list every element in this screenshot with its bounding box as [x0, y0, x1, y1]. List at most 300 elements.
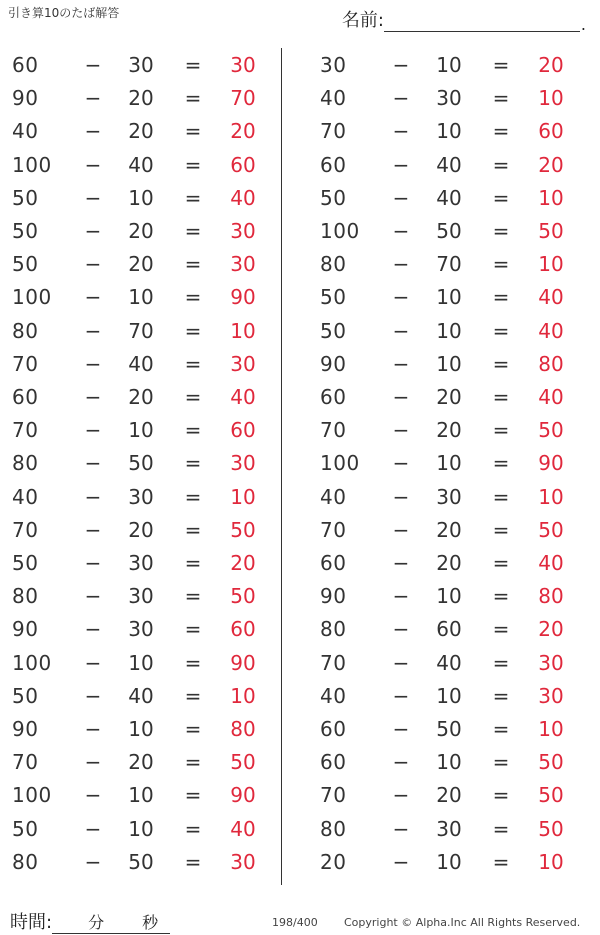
minuend: 60 [320, 551, 347, 575]
minuend: 60 [12, 53, 39, 77]
subtrahend: 30 [128, 484, 154, 509]
minuend: 70 [320, 783, 347, 808]
subtrahend: 20 [128, 252, 154, 277]
problem-row [12, 149, 272, 182]
subtrahend: 40 [128, 683, 154, 708]
problem-row [320, 281, 580, 314]
minus-sign: − [392, 617, 410, 642]
answer: 90 [230, 285, 256, 310]
answer: 40 [538, 385, 564, 409]
subtrahend: 10 [436, 53, 462, 77]
equals-sign: = [492, 318, 510, 343]
problem-row [12, 779, 272, 812]
equals-sign: = [492, 86, 510, 111]
subtrahend: 40 [436, 185, 462, 210]
minuend: 80 [320, 816, 347, 841]
subtrahend: 60 [436, 617, 462, 642]
minuend: 40 [320, 484, 347, 509]
minuend: 90 [12, 86, 39, 111]
minus-sign: − [84, 252, 102, 277]
minus-sign: − [84, 219, 102, 243]
subtrahend: 10 [128, 285, 154, 310]
subtrahend: 20 [128, 385, 154, 409]
equals-sign: = [184, 484, 202, 509]
minus-sign: − [84, 351, 102, 376]
minus-sign: − [84, 318, 102, 343]
equals-sign: = [492, 783, 510, 808]
minuend: 90 [320, 351, 347, 376]
minuend: 80 [12, 849, 39, 874]
minus-sign: − [84, 683, 102, 708]
minuend: 80 [12, 318, 39, 343]
answer: 30 [230, 849, 256, 874]
minus-sign: − [84, 517, 102, 542]
equals-sign: = [492, 717, 510, 741]
minus-sign: − [392, 285, 410, 310]
minuend: 60 [320, 717, 347, 741]
equals-sign: = [184, 517, 202, 542]
minuend: 50 [12, 252, 39, 277]
minus-sign: − [84, 53, 102, 77]
answer: 20 [538, 617, 564, 642]
minus-sign: − [392, 551, 410, 575]
minuend: 80 [320, 252, 347, 277]
subtrahend: 10 [128, 717, 154, 741]
equals-sign: = [184, 783, 202, 808]
equals-sign: = [492, 53, 510, 77]
minuend: 60 [320, 385, 347, 409]
equals-sign: = [492, 849, 510, 874]
answer: 10 [538, 86, 564, 111]
equals-sign: = [492, 451, 510, 476]
problem-row [12, 49, 272, 82]
problem-row [12, 215, 272, 248]
equals-sign: = [184, 385, 202, 409]
problem-row [320, 547, 580, 580]
subtrahend: 10 [436, 584, 462, 609]
problem-row [12, 82, 272, 115]
problem-row [12, 182, 272, 215]
equals-sign: = [184, 285, 202, 310]
problem-row [320, 414, 580, 447]
equals-sign: = [492, 617, 510, 642]
problem-row [12, 514, 272, 547]
minuend: 20 [320, 849, 347, 874]
problem-row [12, 613, 272, 646]
problem-row [320, 514, 580, 547]
subtrahend: 10 [436, 351, 462, 376]
equals-sign: = [492, 152, 510, 177]
equals-sign: = [492, 285, 510, 310]
subtrahend: 50 [128, 451, 154, 476]
answer: 50 [538, 219, 564, 243]
equals-sign: = [492, 750, 510, 775]
answer: 50 [538, 816, 564, 841]
subtrahend: 20 [128, 119, 154, 144]
problem-row [12, 713, 272, 746]
equals-sign: = [184, 219, 202, 243]
problem-row [12, 281, 272, 314]
minus-sign: − [392, 152, 410, 177]
answer: 50 [538, 418, 564, 443]
time-field [10, 908, 170, 934]
subtrahend: 40 [436, 152, 462, 177]
subtrahend: 10 [128, 185, 154, 210]
answer: 30 [538, 683, 564, 708]
minuend: 100 [12, 152, 52, 177]
minuend: 70 [320, 418, 347, 443]
minuend: 80 [12, 451, 39, 476]
name-blank-line [384, 13, 580, 32]
minus-sign: − [392, 451, 410, 476]
minus-sign: − [84, 185, 102, 210]
minuend: 60 [12, 385, 39, 409]
subtrahend: 30 [436, 86, 462, 111]
minuend: 70 [320, 517, 347, 542]
minuend: 70 [12, 418, 39, 443]
equals-sign: = [184, 53, 202, 77]
minus-sign: − [84, 783, 102, 808]
subtrahend: 20 [128, 86, 154, 111]
problem-row [320, 182, 580, 215]
subtrahend: 10 [436, 451, 462, 476]
answer: 40 [538, 318, 564, 343]
problem-row [12, 746, 272, 779]
equals-sign: = [492, 650, 510, 675]
problem-row [320, 647, 580, 680]
problem-row [320, 315, 580, 348]
equals-sign: = [184, 318, 202, 343]
subtrahend: 10 [128, 650, 154, 675]
minus-sign: − [392, 584, 410, 609]
minuend: 100 [320, 451, 360, 476]
answer: 50 [538, 750, 564, 775]
equals-sign: = [492, 252, 510, 277]
subtrahend: 10 [436, 750, 462, 775]
answer: 70 [230, 86, 256, 111]
answer: 10 [538, 849, 564, 874]
minuend: 50 [12, 185, 39, 210]
minus-sign: − [392, 783, 410, 808]
answer: 10 [230, 683, 256, 708]
problem-row [320, 713, 580, 746]
time-blank-line [52, 915, 170, 934]
minus-sign: − [392, 219, 410, 243]
problem-row [12, 315, 272, 348]
answer: 80 [538, 351, 564, 376]
minuend: 50 [320, 185, 347, 210]
minuend: 80 [12, 584, 39, 609]
subtrahend: 10 [436, 683, 462, 708]
minus-sign: − [392, 318, 410, 343]
answer: 40 [230, 185, 256, 210]
equals-sign: = [492, 385, 510, 409]
equals-sign: = [184, 119, 202, 144]
subtrahend: 10 [436, 318, 462, 343]
minuend: 90 [12, 617, 39, 642]
minus-sign: − [392, 86, 410, 111]
minus-sign: − [84, 418, 102, 443]
subtrahend: 20 [436, 783, 462, 808]
minuend: 90 [320, 584, 347, 609]
subtrahend: 30 [128, 617, 154, 642]
equals-sign: = [492, 517, 510, 542]
answer: 50 [538, 517, 564, 542]
minus-sign: − [84, 152, 102, 177]
minus-sign: − [84, 484, 102, 509]
minus-sign: − [392, 683, 410, 708]
subtrahend: 10 [128, 418, 154, 443]
equals-sign: = [184, 683, 202, 708]
minuend: 50 [320, 285, 347, 310]
subtrahend: 40 [128, 152, 154, 177]
answer: 20 [230, 551, 256, 575]
equals-sign: = [492, 185, 510, 210]
minus-sign: − [392, 252, 410, 277]
minuend: 70 [12, 750, 39, 775]
page-number: 198/400 [272, 916, 318, 929]
answer: 10 [538, 484, 564, 509]
subtrahend: 10 [436, 119, 462, 144]
answer: 10 [538, 252, 564, 277]
problem-row [320, 813, 580, 846]
subtrahend: 50 [436, 219, 462, 243]
equals-sign: = [184, 584, 202, 609]
minus-sign: − [392, 849, 410, 874]
problem-row [320, 447, 580, 480]
minuend: 100 [320, 219, 360, 243]
subtrahend: 20 [436, 551, 462, 575]
name-label: 名前: [341, 10, 384, 31]
equals-sign: = [184, 650, 202, 675]
equals-sign: = [184, 418, 202, 443]
equals-sign: = [184, 717, 202, 741]
equals-sign: = [184, 849, 202, 874]
minus-sign: − [392, 816, 410, 841]
answer: 30 [230, 252, 256, 277]
copyright-notice: Copyright © Alpha.Inc All Rights Reserved. [344, 916, 581, 929]
answer: 60 [538, 119, 564, 144]
subtrahend: 30 [128, 551, 154, 575]
minus-sign: − [392, 53, 410, 77]
subtrahend: 50 [128, 849, 154, 874]
subtrahend: 20 [436, 418, 462, 443]
subtrahend: 70 [128, 318, 154, 343]
subtrahend: 40 [436, 650, 462, 675]
problem-row [320, 613, 580, 646]
problem-row [320, 82, 580, 115]
problem-row [320, 746, 580, 779]
subtrahend: 70 [436, 252, 462, 277]
minutes-unit: 分 [88, 913, 105, 932]
subtrahend: 10 [128, 816, 154, 841]
minus-sign: − [392, 351, 410, 376]
problem-row [12, 414, 272, 447]
subtrahend: 20 [128, 750, 154, 775]
problem-row [12, 481, 272, 514]
minuend: 40 [12, 119, 39, 144]
problem-row [12, 348, 272, 381]
answer: 20 [538, 53, 564, 77]
time-label: 時間: [10, 912, 53, 933]
minus-sign: − [84, 385, 102, 409]
minuend: 60 [320, 750, 347, 775]
answer: 30 [538, 650, 564, 675]
answer: 20 [538, 152, 564, 177]
problem-row [320, 149, 580, 182]
answer: 10 [230, 318, 256, 343]
problem-row [12, 248, 272, 281]
equals-sign: = [184, 617, 202, 642]
equals-sign: = [184, 750, 202, 775]
minuend: 50 [12, 683, 39, 708]
answer: 60 [230, 617, 256, 642]
answer: 30 [230, 219, 256, 243]
subtrahend: 10 [436, 285, 462, 310]
answer: 40 [538, 285, 564, 310]
problem-row [12, 680, 272, 713]
problem-row [12, 580, 272, 613]
equals-sign: = [492, 816, 510, 841]
equals-sign: = [184, 816, 202, 841]
answer: 10 [230, 484, 256, 509]
equals-sign: = [492, 551, 510, 575]
minus-sign: − [392, 484, 410, 509]
minuend: 50 [12, 551, 39, 575]
minus-sign: − [392, 119, 410, 144]
problem-row [320, 846, 580, 879]
equals-sign: = [492, 119, 510, 144]
answer: 80 [538, 584, 564, 609]
equals-sign: = [184, 351, 202, 376]
equals-sign: = [184, 185, 202, 210]
subtrahend: 10 [436, 849, 462, 874]
equals-sign: = [492, 219, 510, 243]
subtrahend: 20 [436, 517, 462, 542]
equals-sign: = [492, 351, 510, 376]
answer: 50 [230, 584, 256, 609]
subtrahend: 30 [128, 584, 154, 609]
equals-sign: = [492, 418, 510, 443]
minus-sign: − [392, 650, 410, 675]
minus-sign: − [392, 385, 410, 409]
minus-sign: − [392, 717, 410, 741]
answer: 90 [538, 451, 564, 476]
answer: 60 [230, 418, 256, 443]
problem-row [12, 647, 272, 680]
minuend: 70 [320, 650, 347, 675]
problem-row [320, 115, 580, 148]
minus-sign: − [84, 849, 102, 874]
problem-row [320, 481, 580, 514]
subtrahend: 30 [436, 484, 462, 509]
minus-sign: − [84, 119, 102, 144]
answer: 40 [230, 385, 256, 409]
minus-sign: − [84, 750, 102, 775]
minuend: 100 [12, 650, 52, 675]
subtrahend: 20 [128, 219, 154, 243]
minuend: 100 [12, 783, 52, 808]
minuend: 70 [12, 517, 39, 542]
minus-sign: − [392, 750, 410, 775]
equals-sign: = [184, 551, 202, 575]
problem-row [320, 680, 580, 713]
minus-sign: − [84, 650, 102, 675]
minus-sign: − [84, 617, 102, 642]
answer: 40 [230, 816, 256, 841]
minus-sign: − [84, 551, 102, 575]
minuend: 30 [320, 53, 347, 77]
answer: 10 [538, 717, 564, 741]
answer: 50 [230, 517, 256, 542]
seconds-unit: 秒 [142, 913, 159, 932]
problem-row [320, 779, 580, 812]
subtrahend: 20 [436, 385, 462, 409]
equals-sign: = [184, 86, 202, 111]
problem-row [12, 381, 272, 414]
answer: 40 [538, 551, 564, 575]
problem-row [320, 248, 580, 281]
minuend: 70 [12, 351, 39, 376]
problem-row [12, 447, 272, 480]
equals-sign: = [492, 584, 510, 609]
equals-sign: = [184, 152, 202, 177]
answer: 10 [538, 185, 564, 210]
minuend: 80 [320, 617, 347, 642]
minus-sign: − [84, 816, 102, 841]
answer: 30 [230, 53, 256, 77]
name-field [342, 6, 580, 32]
minus-sign: − [392, 185, 410, 210]
column-divider [281, 48, 282, 885]
answer: 50 [538, 783, 564, 808]
problem-row [320, 381, 580, 414]
problem-row [12, 547, 272, 580]
problem-row [320, 215, 580, 248]
minuend: 60 [320, 152, 347, 177]
problem-row [320, 348, 580, 381]
answer: 60 [230, 152, 256, 177]
minuend: 90 [12, 717, 39, 741]
answer: 80 [230, 717, 256, 741]
answer: 30 [230, 351, 256, 376]
equals-sign: = [184, 252, 202, 277]
minus-sign: − [84, 86, 102, 111]
equals-sign: = [492, 484, 510, 509]
minuend: 40 [320, 86, 347, 111]
minuend: 70 [320, 119, 347, 144]
minuend: 50 [320, 318, 347, 343]
subtrahend: 40 [128, 351, 154, 376]
minuend: 50 [12, 816, 39, 841]
answer: 50 [230, 750, 256, 775]
problem-row [320, 580, 580, 613]
subtrahend: 30 [436, 816, 462, 841]
problem-row [12, 115, 272, 148]
problem-row [12, 846, 272, 879]
minuend: 40 [320, 683, 347, 708]
subtrahend: 10 [128, 783, 154, 808]
answer: 20 [230, 119, 256, 144]
worksheet-title: 引き算10のたば解答 [8, 6, 120, 20]
minuend: 100 [12, 285, 52, 310]
answer: 90 [230, 783, 256, 808]
minus-sign: − [392, 418, 410, 443]
minus-sign: − [392, 517, 410, 542]
minus-sign: − [84, 584, 102, 609]
subtrahend: 50 [436, 717, 462, 741]
minuend: 40 [12, 484, 39, 509]
